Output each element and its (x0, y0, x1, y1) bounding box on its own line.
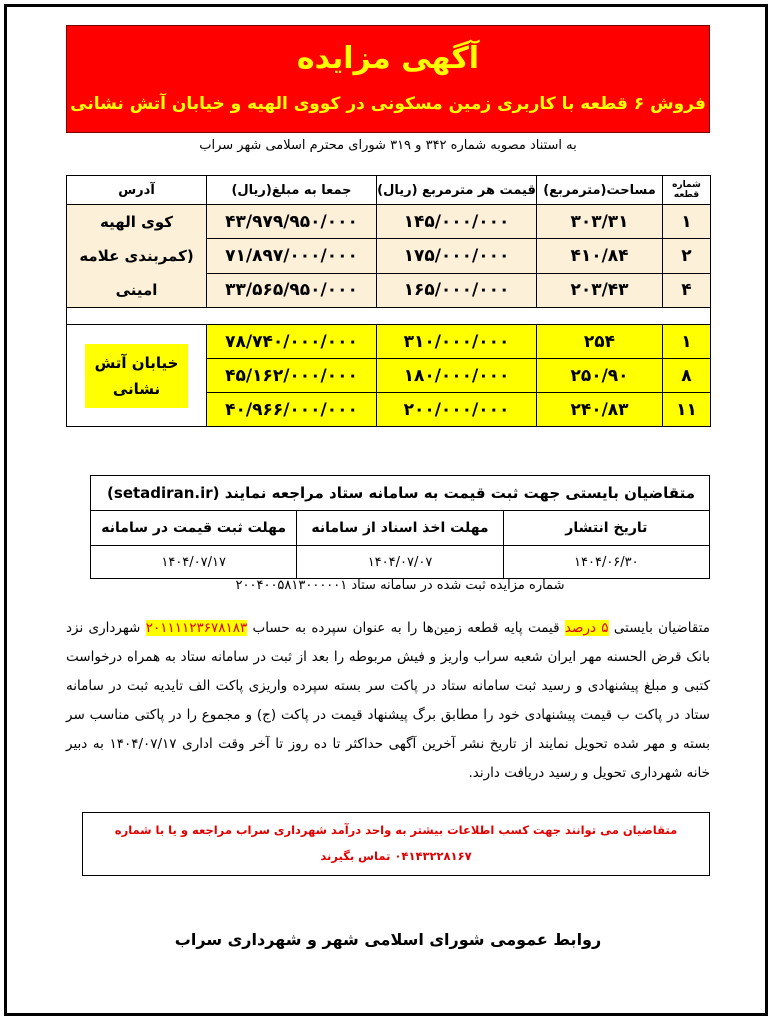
area-cell: ۲۰۳/۴۳ (537, 273, 663, 307)
area-cell: ۲۵۰/۹۰ (537, 359, 663, 393)
deposit-percent: ۵ درصد (564, 620, 609, 636)
title-banner (66, 25, 710, 133)
header-parcel: شماره قطعه (663, 176, 711, 205)
page-title: آگهی مزایده (296, 41, 480, 76)
parcel-cell: ۸ (663, 359, 711, 393)
total-cell: ۷۱/۸۹۷/۰۰۰/۰۰۰ (207, 239, 377, 273)
terms-text: متقاضیان بایستی (608, 620, 710, 636)
setad-table (90, 475, 710, 579)
terms-paragraph (66, 614, 710, 788)
page-subtitle: فروش ۶ قطعه با کاربری زمین مسکونی در کووی الهیه و خیابان آتش نشانی (70, 94, 706, 114)
header-publish-date: تاریخ انتشار (503, 511, 709, 546)
header-address: آدرس (67, 176, 207, 205)
price-cell: ۱۷۵/۰۰۰/۰۰۰ (377, 239, 537, 273)
price-cell: ۱۴۵/۰۰۰/۰۰۰ (377, 205, 537, 239)
total-cell: ۳۳/۵۶۵/۹۵۰/۰۰۰ (207, 273, 377, 307)
authority-line: به استناد مصوبه شماره ۳۴۲ و ۳۱۹ شورای محترم اسلامی شهر سراب (199, 138, 577, 153)
address-line: خیابان آتش (94, 353, 179, 372)
price-cell: ۳۱۰/۰۰۰/۰۰۰ (377, 325, 537, 359)
land-table-header (67, 176, 711, 205)
address-highlight (85, 344, 189, 408)
total-cell: ۴۳/۹۷۹/۹۵۰/۰۰۰ (207, 205, 377, 239)
area-cell: ۲۵۴ (537, 325, 663, 359)
table-spacer-row (67, 308, 711, 325)
header-price-deadline: مهلت ثبت قیمت در سامانه (91, 511, 297, 546)
contact-notice: متقاضیان می توانند جهت کسب اطلاعات بیشتر به واحد درآمد شهرداری سراب مراجعه و یا با شماره ۰۴۱۴۳۲۲۸۱۶۷ تماس بگیرند (82, 812, 710, 876)
land-table (66, 175, 711, 427)
price-cell: ۲۰۰/۰۰۰/۰۰۰ (377, 393, 537, 427)
address-line: نشانی (112, 379, 161, 398)
header-area: مساحت(مترمربع) (537, 176, 663, 205)
docs-deadline: ۱۴۰۴/۰۷/۰۷ (297, 546, 503, 579)
parcel-cell: ۴ (663, 273, 711, 307)
address-line: کوی الهیه (100, 213, 173, 231)
footer-signature: روابط عمومی شورای اسلامی شهر و شهرداری سراب (174, 930, 602, 949)
price-cell: ۱۸۰/۰۰۰/۰۰۰ (377, 359, 537, 393)
table-row (67, 205, 711, 239)
total-cell: ۷۸/۷۴۰/۰۰۰/۰۰۰ (207, 325, 377, 359)
header-total: جمعا به مبلغ(ریال) (207, 176, 377, 205)
total-cell: ۴۵/۱۶۲/۰۰۰/۰۰۰ (207, 359, 377, 393)
account-number: ۲۰۱۱۱۱۲۳۶۷۸۱۸۳ (145, 620, 248, 636)
total-cell: ۴۰/۹۶۶/۰۰۰/۰۰۰ (207, 393, 377, 427)
parcel-cell: ۱۱ (663, 393, 711, 427)
area-cell: ۴۱۰/۸۴ (537, 239, 663, 273)
address-cell-elahieh (67, 205, 207, 308)
table-row (67, 325, 711, 359)
price-cell: ۱۶۵/۰۰۰/۰۰۰ (377, 273, 537, 307)
header-price: قیمت هر مترمربع (ریال) (377, 176, 537, 205)
publish-date: ۱۴۰۴/۰۶/۳۰ (503, 546, 709, 579)
parcel-cell: ۲ (663, 239, 711, 273)
terms-text: قیمت پایه قطعه زمین‌ها را به عنوان سپرده به حساب (247, 620, 565, 636)
header-docs-deadline: مهلت اخذ اسناد از سامانه (297, 511, 503, 546)
address-cell-atashneshani (67, 325, 207, 427)
area-cell: ۳۰۳/۳۱ (537, 205, 663, 239)
registration-number: شماره مزایده ثبت شده در سامانه ستاد ۲۰۰۴۰۰۵۸۱۳۰۰۰۰۰۱ (235, 578, 565, 593)
area-cell: ۲۴۰/۸۳ (537, 393, 663, 427)
price-deadline: ۱۴۰۴/۰۷/۱۷ (91, 546, 297, 579)
terms-text: شهرداری نزد بانک قرض الحسنه مهر ایران شعبه سراب واریز و فیش مربوطه را بعد از ثبت در سامانه ستاد به همراه درخواست کتبی و مبلغ پیشنهادی و رسید ثبت سامانه ستاد در پاکت سر بسته سپرده واریزی پاکت الف تایدیه ثبت در سامانه ستاد در پاکت ب قیمت پیشنهادی خود را مطابق برگ پیشنهاد قیمت در پاکت (ج) و مجموع را در پاکتی مناسب سر بسته و مهر شده تحویل نمایند از تاریخ نشر آخرین آگهی حداکثر تا ده روز تا آخر وقت اداری ۱۴۰۴/۰۷/۱۷ به دبیر خانه شهرداری تحویل و رسید دریافت دارند. (66, 620, 710, 781)
address-line: امینی (115, 281, 158, 299)
parcel-cell: ۱ (663, 205, 711, 239)
setad-heading: متقاضیان بایستی جهت ثبت قیمت به سامانه ستاد مراجعه نمایند (setadiran.ir) (91, 476, 710, 511)
parcel-cell: ۱ (663, 325, 711, 359)
address-line: (کمربندی علامه (79, 247, 194, 265)
